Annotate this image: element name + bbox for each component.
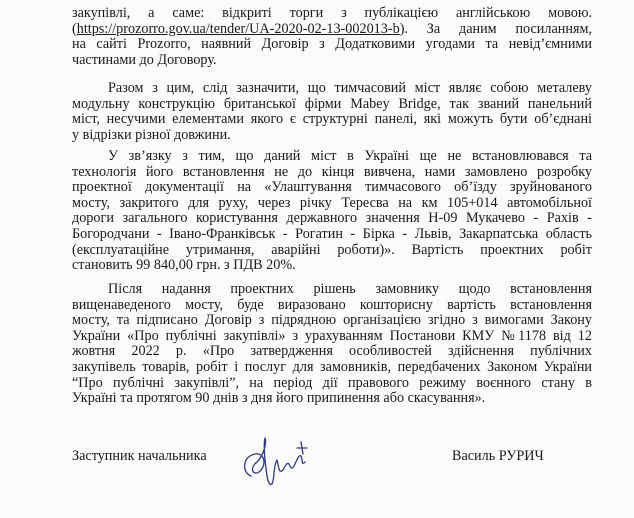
text-line: Богородчани - Івано-Франківськ - Рогатин - Бірка - Львів, Закарпатська область <box>72 225 592 242</box>
text-line: частинами до Договору. <box>72 51 217 68</box>
text-line: закупівлі, а саме: відкриті торги з публікацією англійською мовою. <box>72 5 592 21</box>
text-line: дороги загального користування державного значення Н-09 Мукачево - Рахів - <box>72 210 592 227</box>
text-line: Після надання проектних рішень замовнику щодо встановлення <box>108 281 592 297</box>
text-line: модульну конструкцію британської фірми Mabey Bridge, так званий панельний <box>72 95 592 112</box>
text-line: “Про публічні закупівлі”, на період дії правового режиму воєнного стану в <box>72 374 592 391</box>
text-line: проектної документації на «Улаштування тимчасового об’їзду зруйнованого <box>72 179 592 196</box>
text-line: Разом з цим, слід зазначити, що тимчасовий міст являє собою металеву <box>108 80 592 96</box>
text-line: України «Про публічні закупівлі» з урахуванням Постанови КМУ №1178 від 12 <box>72 327 592 344</box>
position-title: Заступник начальника <box>72 448 207 464</box>
text-line: жовтня 2022 р. «Про затвердження особливостей здійснення публічних <box>72 343 592 360</box>
text-line: становить 99 840,00 грн. з ПДВ 20%. <box>72 257 296 274</box>
paragraph-4 <box>72 282 592 407</box>
text-line: закупівель товарів, робіт і послуг для замовників, передбачених Законом України <box>72 358 592 375</box>
text-line: (експлуатаційне утримання, аварійні роботи)». Вартість проектних робіт <box>72 241 592 258</box>
text-line: на сайті Prozorro, наявний Договір з Додатковими угодами та невід’ємними <box>72 36 592 53</box>
handwritten-signature-icon <box>237 432 317 492</box>
text-line: технологія його встановлення не до кінця вивчена, нами замовлено розробку <box>72 163 592 180</box>
text-line: Україні та протягом 90 днів з дня його припинення або скасування». <box>72 390 486 407</box>
text-line: мосту, закритого для руху, через річку Тересва на км 105+014 автомобільної <box>72 194 592 211</box>
signatory-name: Василь РУРИЧ <box>452 448 544 464</box>
text-line: У зв’язку з тим, що даний міст в Україні ще не встановлювався та <box>108 148 592 164</box>
paragraph-3 <box>72 149 592 274</box>
text-line: міст, несучими елементами якого є структурні панелі, які можуть бути об’єднані <box>72 111 592 128</box>
text-line: вищенаведеного мосту, буде виразовано кошторисну вартість встановлення <box>72 296 592 313</box>
paragraph-2 <box>72 81 592 143</box>
text-line: мосту, та підписано Договір з підрядною організацією згідно з вимогами Закону <box>72 312 592 329</box>
text-line: у відрізки різної довжини. <box>72 126 231 143</box>
paragraph-1 <box>72 6 592 68</box>
text-line-link: (https://prozorro.gov.ua/tender/UA-2020-02-13-002013-b). За даним посиланням, <box>72 20 592 37</box>
